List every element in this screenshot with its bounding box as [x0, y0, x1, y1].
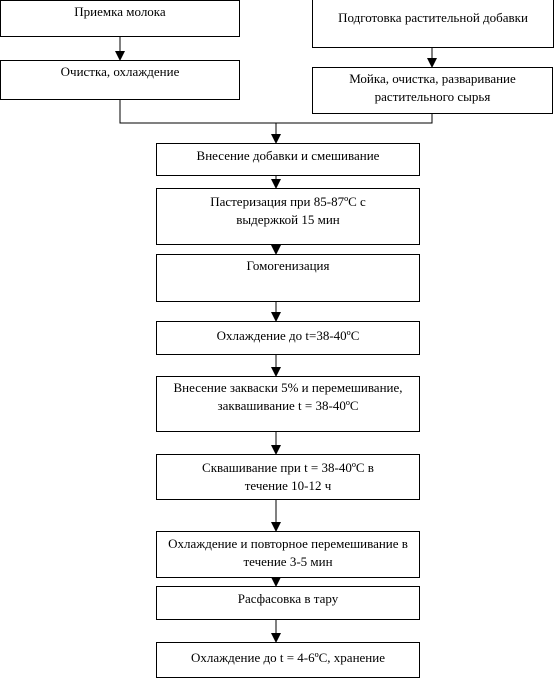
node-cooling-mixing: Охлаждение и повторное перемешивание в течение 3-5 мин: [156, 531, 420, 578]
node-homogenization: Гомогенизация: [156, 254, 420, 302]
node-washing-boiling: Мойка, очистка, разваривание растительного сырья: [312, 67, 553, 114]
node-cleaning-cooling: Очистка, охлаждение: [0, 60, 240, 100]
node-packaging: Расфасовка в тару: [156, 586, 420, 620]
node-cooling-38: Охлаждение до t=38-40ºС: [156, 321, 420, 355]
node-fermentation: Сквашивание при t = 38-40ºС в течение 10-12 ч: [156, 454, 420, 500]
node-additive-prep: Подготовка растительной добавки: [312, 0, 554, 48]
node-starter: Внесение закваски 5% и перемешивание, заквашивание t = 38-40ºС: [156, 376, 420, 432]
node-milk-reception: Приемка молока: [0, 0, 240, 37]
node-pasteurization: Пастеризация при 85-87ºС с выдержкой 15 мин: [156, 188, 420, 245]
node-adding-mixing: Внесение добавки и смешивание: [156, 143, 420, 176]
node-storage: Охлаждение до t = 4-6ºС, хранение: [156, 642, 420, 678]
